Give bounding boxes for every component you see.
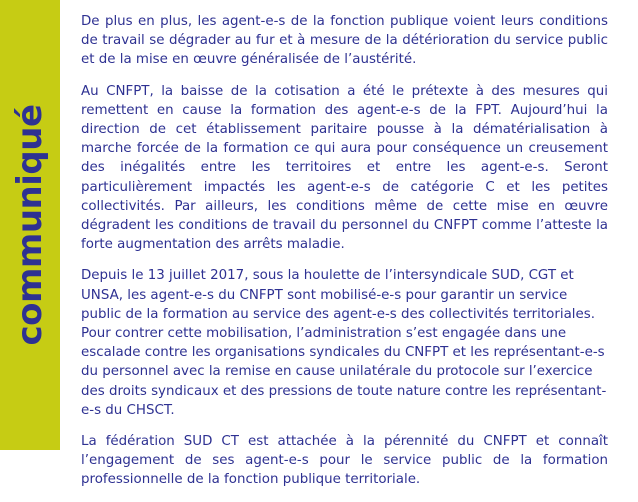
communique-label: communiqué xyxy=(10,104,50,346)
paragraph-mobilisation: Depuis le 13 juillet 2017, sous la houlette de l’intersyndicale SUD, CGT et UNSA, les agent-e-s du CNFPT sont mobilisé-e-s pour garantir un service public de la formation au service des agent-e-s des collectivités territoriales. Pour contrer cette mobilisation, l’administration s’est engagée dans une escalade contre les organisations syndicales du CNFPT et les représentant-e-s du personnel avec la remise en cause unilatérale du protocole sur l’exercice des droits syndicaux et des pressions de toute nature contre les représentant-e-s du CHSCT. xyxy=(81,268,607,418)
paragraph-intro: De plus en plus, les agent-e-s de la fonction publique voient leurs conditions de travail se dégrader au fur et à mesure de la détérioration du service public et de la mise en œuvre généralisée de l’austérité. xyxy=(81,14,608,68)
paragraph-federation: La fédération SUD CT est attachée à la pérennité du CNFPT et connaît l’engagement de ses agent-e-s pour le service public de la formation professionnelle de la fonction publique territoriale. xyxy=(81,434,608,488)
paragraph-cnfpt: Au CNFPT, la baisse de la cotisation a été le prétexte à des mesures qui remettent en cause la formation des agent-e-s de la FPT. Aujourd’hui la direction de cet établissement paritaire pousse à la dématérialisation à marche forcée de la formation ce qui aura pour conséquence un creusement des inégalités entre les territoires et entre les agent-e-s. Seront particulièrement impactés les agent-e-s de catégorie C et les petites collectivités. Par ailleurs, les conditions même de cette mise en œuvre dégradent les conditions de travail du personnel du CNFPT comme l’atteste la forte augmentation des arrêts maladie. xyxy=(81,83,608,253)
sidebar-band xyxy=(0,0,60,450)
document-body xyxy=(81,12,608,502)
